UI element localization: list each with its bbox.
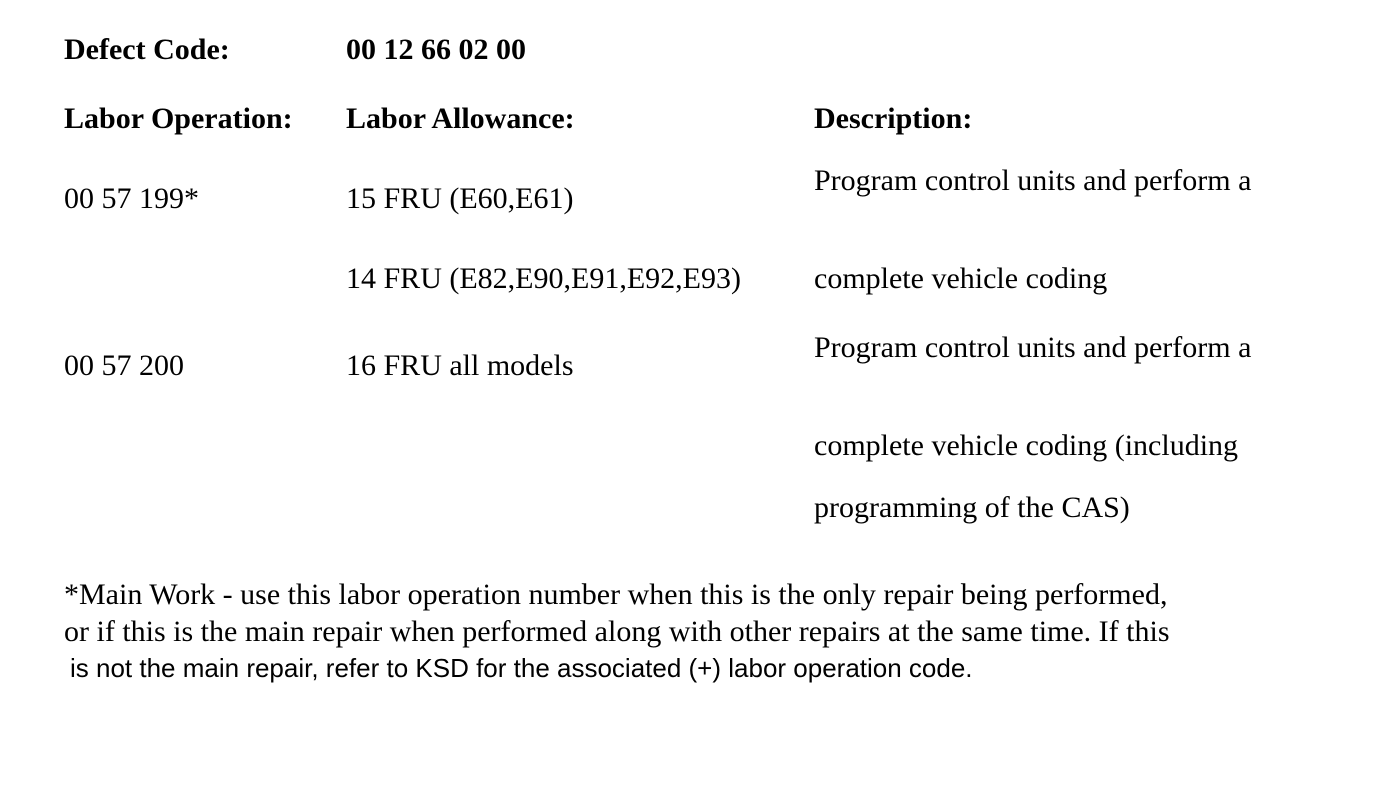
row-1-description-1: Program control units and perform a — [814, 164, 1252, 197]
row-2-description-3: programming of the CAS) — [814, 491, 1130, 524]
footnote-line-3: is not the main repair, refer to KSD for the associated (+) labor operation code. — [70, 653, 973, 683]
row-2-allowance-1: 16 FRU all models — [346, 349, 574, 382]
row-1-allowance-1: 15 FRU (E60,E61) — [346, 182, 574, 215]
row-1-operation: 00 57 199* — [64, 182, 199, 215]
defect-code-value: 00 12 66 02 00 — [346, 33, 526, 66]
row-1-description-2: complete vehicle coding — [814, 262, 1108, 295]
footnote-line-1: *Main Work - use this labor operation number when this is the only repair being performed, — [64, 578, 1168, 611]
row-1-allowance-2: 14 FRU (E82,E90,E91,E92,E93) — [346, 262, 741, 295]
defect-code-label: Defect Code: — [64, 33, 230, 66]
row-2-description-1: Program control units and perform a — [814, 331, 1252, 364]
description-header: Description: — [814, 102, 973, 135]
footnote-line-2: or if this is the main repair when performed along with other repairs at the same time. If this — [64, 615, 1170, 648]
labor-operation-header: Labor Operation: — [64, 102, 293, 135]
labor-allowance-header: Labor Allowance: — [346, 102, 575, 135]
row-2-operation: 00 57 200 — [64, 349, 184, 382]
row-2-description-2: complete vehicle coding (including — [814, 429, 1239, 462]
